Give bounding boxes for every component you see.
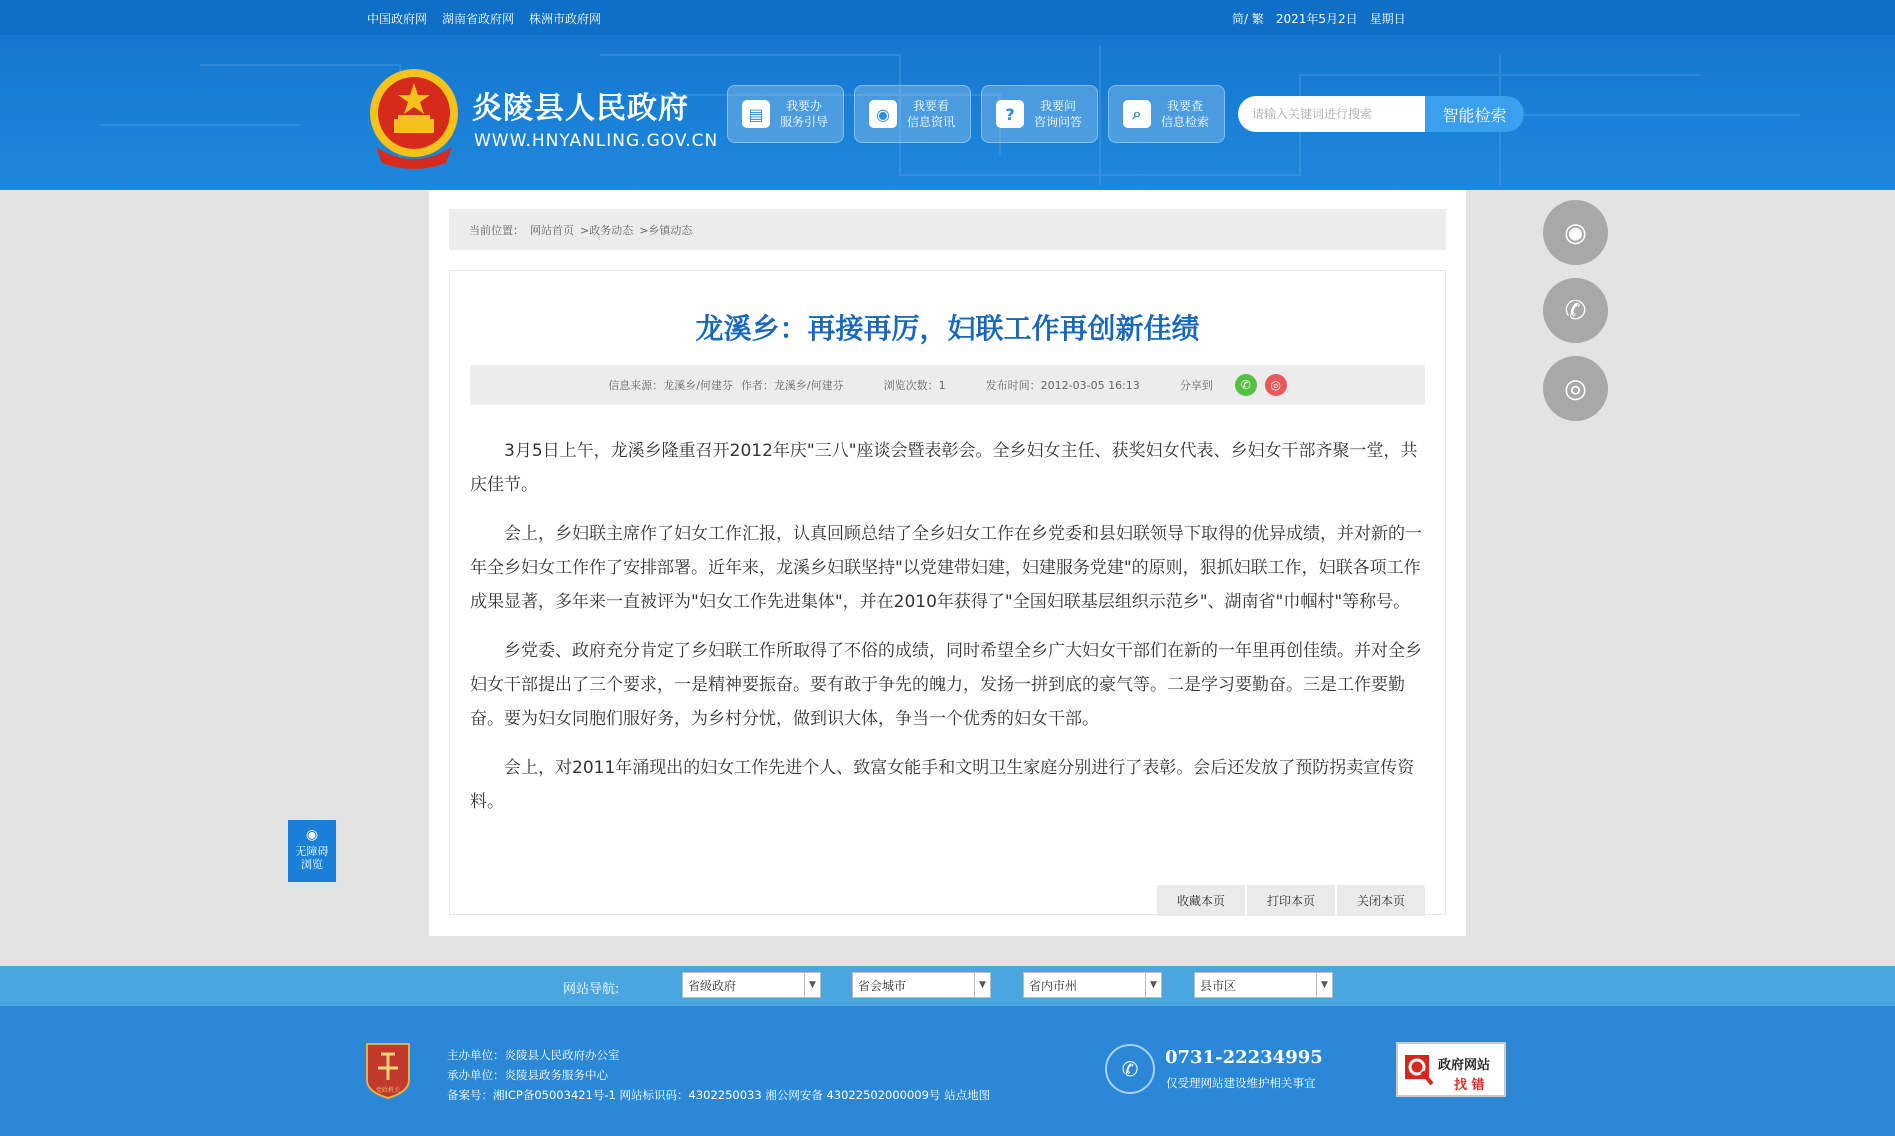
article-meta	[470, 365, 1425, 405]
header	[0, 35, 1895, 190]
breadcrumb-gov-news[interactable]: >政务动态	[580, 223, 634, 237]
nav-sublabel: 信息检索	[1161, 115, 1210, 129]
meta-source: 信息来源：龙溪乡/何建芬	[608, 379, 733, 392]
phone-icon: ✆	[1105, 1044, 1155, 1094]
site-title[interactable]: 炎陵县人民政府	[472, 91, 689, 126]
print-page-button[interactable]: 打印本页	[1247, 885, 1335, 916]
search-input[interactable]	[1238, 96, 1425, 132]
footer-phone-note: 仅受理网站建设维护相关事宜	[1166, 1076, 1316, 1090]
select-prefecture[interactable]: 省内市州 ▼	[1023, 972, 1162, 998]
quick-nav	[727, 85, 1225, 143]
wechat-share-icon[interactable]: ✆	[1235, 374, 1257, 396]
gov-site-error-report-button[interactable]	[1396, 1042, 1506, 1097]
select-county[interactable]: 县市区 ▼	[1194, 972, 1333, 998]
content-panel	[429, 190, 1466, 936]
breadcrumb-home[interactable]: 网站首页	[530, 223, 574, 237]
meta-published: 发布时间：2012-03-05 16:13	[985, 379, 1140, 392]
float-weibo-icon[interactable]: ◎	[1543, 356, 1608, 421]
article-paragraph: 3月5日上午，龙溪乡隆重召开2012年庆"三八"座谈会暨表彰会。全乡妇女主任、获奖妇女代表、乡妇女干部齐聚一堂，共庆佳节。	[470, 441, 1418, 495]
meta-views: 浏览次数：1	[883, 379, 946, 392]
meta-share-label: 分享到	[1179, 379, 1213, 392]
nav-label: 我要看	[913, 99, 950, 113]
site-url: WWW.HNYANLING.GOV.CN	[474, 131, 719, 151]
float-wechat-icon[interactable]: ✆	[1543, 278, 1608, 343]
jiucuo-title: 政府网站	[1438, 1058, 1491, 1073]
link-zhuzhou-gov[interactable]: 株洲市政府网	[529, 12, 602, 26]
eye-icon: ◉	[869, 100, 897, 128]
float-eye-icon[interactable]: ◉	[1543, 200, 1608, 265]
question-icon: ?	[996, 100, 1024, 128]
link-hunan-gov[interactable]: 湖南省政府网	[442, 12, 515, 26]
article-actions	[1157, 885, 1425, 916]
nav-label: 我要问	[1040, 99, 1077, 113]
party-gov-logo-icon[interactable]	[363, 1040, 413, 1100]
eye-icon: ◉	[305, 827, 319, 843]
chevron-down-icon: ▼	[1316, 973, 1332, 997]
meta-author: 作者：龙溪乡/何建芬	[740, 379, 844, 392]
document-icon: ▤	[742, 100, 770, 128]
weibo-share-icon[interactable]: ◎	[1265, 374, 1287, 396]
footer-record: 备案号：湘ICP备05003421号-1 网站标识码：4302250033 湘公网安备 43022502000009号 站点地图	[447, 1088, 991, 1102]
nav-sublabel: 咨询问答	[1034, 115, 1083, 129]
select-province-gov[interactable]: 省级政府 ▼	[682, 972, 821, 998]
footer-organizer: 承办单位：炎陵县政务服务中心	[447, 1068, 608, 1082]
bookmark-page-button[interactable]: 收藏本页	[1157, 885, 1245, 916]
accessibility-label: 无障碍	[295, 845, 329, 858]
accessibility-button[interactable]	[288, 820, 336, 882]
national-emblem-icon	[366, 67, 462, 171]
nav-sublabel: 服务引导	[780, 115, 829, 129]
chevron-down-icon: ▼	[1145, 973, 1161, 997]
top-bar	[0, 0, 1895, 35]
breadcrumb-township-news[interactable]: >乡镇动态	[639, 223, 693, 237]
lang-switch[interactable]: 简/ 繁	[1232, 12, 1264, 26]
nav-service-guide-button[interactable]	[727, 85, 844, 143]
article-body	[470, 434, 1425, 834]
smart-search-button[interactable]: 智能检索	[1425, 96, 1524, 132]
chevron-down-icon: ▼	[974, 973, 990, 997]
close-page-button[interactable]: 关闭本页	[1337, 885, 1425, 916]
article	[449, 270, 1446, 915]
top-links	[367, 10, 601, 27]
article-title: 龙溪乡：再接再厉，妇联工作再创新佳绩	[695, 312, 1200, 345]
accessibility-sublabel: 浏览	[301, 858, 323, 871]
nav-qa-button[interactable]	[981, 85, 1098, 143]
footer-nav-label: 网站导航:	[563, 982, 620, 997]
breadcrumb-label: 当前位置：	[469, 223, 524, 237]
nav-label: 我要办	[786, 99, 823, 113]
weekday-text: 星期日	[1369, 12, 1406, 26]
magnifier-icon	[1404, 1054, 1434, 1086]
article-paragraph: 会上，对2011年涌现出的妇女工作先进个人、致富女能手和文明卫生家庭分别进行了表彰。会后还发放了预防拐卖宣传资料。	[470, 758, 1415, 812]
footer-nav	[0, 966, 1895, 1006]
nav-sublabel: 信息资讯	[907, 115, 956, 129]
article-paragraph: 乡党委、政府充分肯定了乡妇联工作所取得了不俗的成绩，同时希望全乡广大妇女干部们在新的一年里再创佳绩。并对全乡妇女干部提出了三个要求，一是精神要振奋。要有敢于争先的魄力，发扬一拼到底的豪气等。二是学习要勤奋。三是工作要勤奋。要为妇女同胞们服好务，为乡村分忧，做到识大体，争当一个优秀的妇女干部。	[470, 641, 1422, 729]
footer-phone: 0731-22234995	[1165, 1047, 1323, 1068]
link-gov-cn[interactable]: 中国政府网	[367, 12, 428, 26]
footer	[0, 1006, 1895, 1136]
jiucuo-subtitle: 找 错	[1454, 1078, 1485, 1093]
nav-search-button[interactable]	[1108, 85, 1225, 143]
article-paragraph: 会上，乡妇联主席作了妇女工作汇报，认真回顾总结了全乡妇女工作在乡党委和县妇联领导下取得的优异成绩，并对新的一年全乡妇女工作作了安排部署。近年来，龙溪乡妇联坚持"以党建带妇建，妇建服务党建"的原则，狠抓妇联工作，妇联各项工作成果显著，多年来一直被评为"妇女工作先进集体"，并在2010年获得了"全国妇联基层组织示范乡"、湖南省"巾帼村"等称号。	[470, 524, 1422, 612]
nav-label: 我要查	[1167, 99, 1204, 113]
nav-info-button[interactable]	[854, 85, 971, 143]
search-icon: ⌕	[1123, 100, 1151, 128]
search-bar	[1238, 96, 1524, 132]
top-right	[1232, 10, 1406, 27]
footer-host: 主办单位：炎陵县人民政府办公室	[447, 1048, 620, 1062]
chevron-down-icon: ▼	[804, 973, 820, 997]
date-text: 2021年5月2日	[1275, 12, 1358, 26]
breadcrumb	[449, 209, 1446, 250]
footer-info	[447, 1045, 990, 1105]
select-capital-city[interactable]: 省会城市 ▼	[852, 972, 991, 998]
logo-text: 党政机关	[375, 1087, 401, 1094]
